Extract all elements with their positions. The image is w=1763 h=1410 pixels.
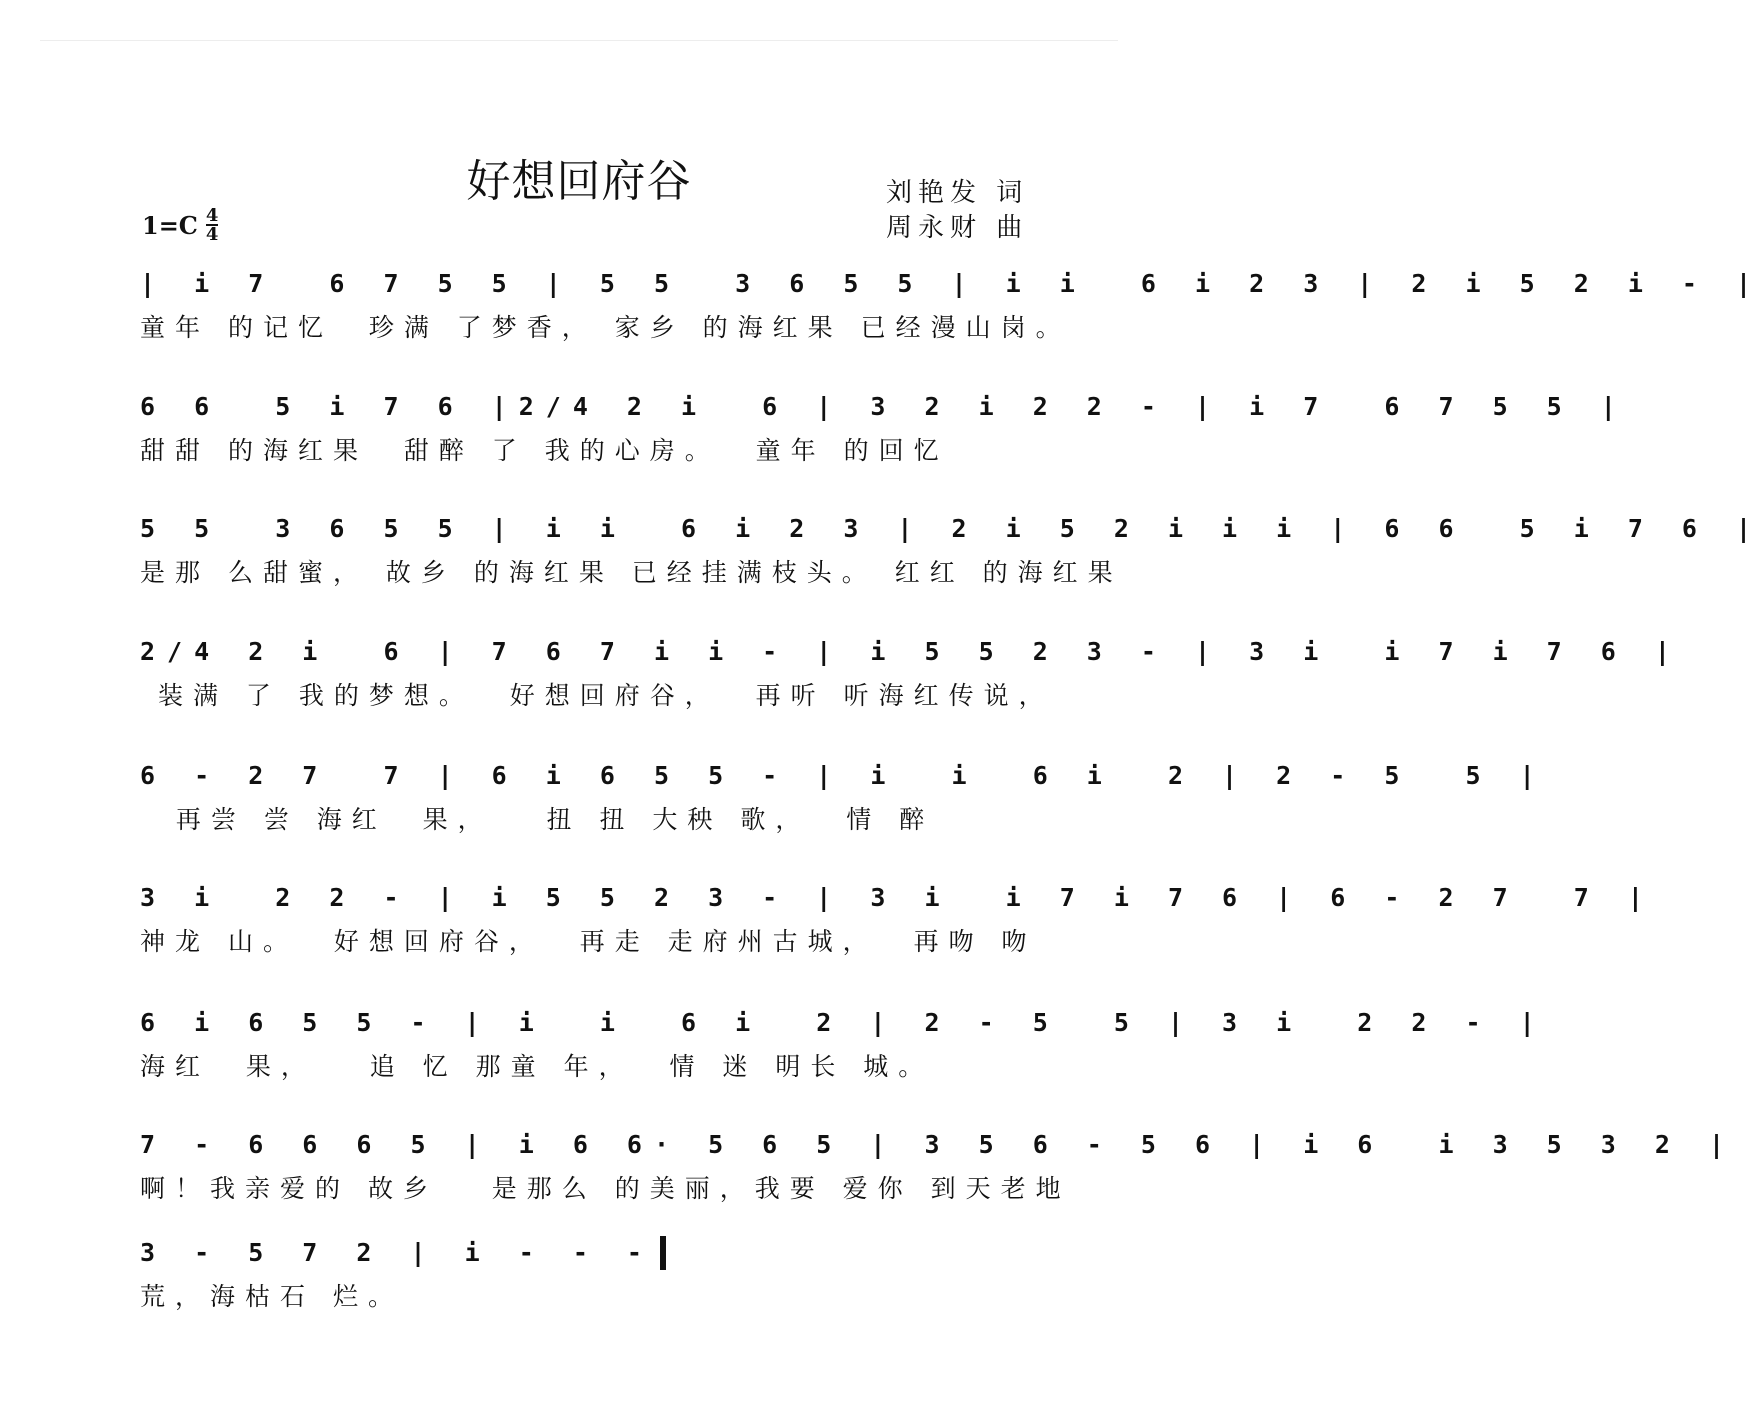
lyric-line-final: 荒，海枯石 烂。 xyxy=(140,1282,403,1311)
time-signature-bottom: 4 xyxy=(205,224,219,245)
notation-line: 3 i 2 2 - | i 5 5 2 3 - | 3 i i 7 i 7 6 | 6 - 2 7 7 | xyxy=(140,883,1655,912)
page-top-divider xyxy=(40,40,1118,41)
score-row xyxy=(0,509,1763,619)
notation-line: 7 - 6 6 6 5 | i 6 6· 5 6 5 | 3 5 6 - 5 6 | i 6 i 3 5 3 2 | xyxy=(140,1130,1737,1159)
notation-line: 2/4 2 i 6 | 7 6 7 i i - | i 5 5 2 3 - | 3 i i 7 i 7 6 | xyxy=(140,637,1682,666)
notation-line-final: 3 - 5 7 2 | i - - - xyxy=(140,1238,654,1267)
score-row xyxy=(0,756,1547,866)
key-label: 1=C xyxy=(142,210,198,240)
lyric-line: 童年 的记忆 珍满 了梦香， 家乡 的海红果 已经漫山岗。 xyxy=(140,313,1071,342)
notation-line: | i 7 6 7 5 5 | 5 5 3 6 5 5 | i i 6 i 2 3 | 2 i 5 2 i - | xyxy=(140,269,1763,298)
score-row xyxy=(0,264,1763,374)
score-row xyxy=(0,1003,1547,1113)
notation-line: 6 6 5 i 7 6 |2/4 2 i 6 | 3 2 i 2 2 - | i 7 6 7 5 5 | xyxy=(140,392,1628,421)
score-row xyxy=(0,878,1655,988)
lyric-line: 神龙 山。 好想回府谷， 再走 走府州古城， 再吻 吻 xyxy=(140,927,1037,956)
lyric-line: 装满 了 我的梦想。 好想回府谷， 再听 听海红传说， xyxy=(140,681,1054,710)
lyric-line: 海红 果， 追 忆 那童 年， 情 迷 明长 城。 xyxy=(140,1052,934,1081)
composer-credit: 周永财 曲 xyxy=(886,213,1029,243)
final-row xyxy=(140,1233,666,1317)
score-row xyxy=(0,1125,1737,1235)
time-signature xyxy=(206,207,219,243)
lyricist-credit: 刘艳发 词 xyxy=(886,178,1029,208)
notation-line: 6 - 2 7 7 | 6 i 6 5 5 - | i i 6 i 2 | 2 - 5 5 | xyxy=(140,761,1547,790)
score-row xyxy=(0,387,1628,497)
notation-line: 5 5 3 6 5 5 | i i 6 i 2 3 | 2 i 5 2 i i i | 6 6 5 i 7 6 | xyxy=(140,514,1763,543)
key-signature xyxy=(142,207,218,243)
lyric-line: 甜甜 的海红果 甜醉 了 我的心房。 童年 的回忆 xyxy=(140,436,949,465)
lyric-line: 再尝 尝 海红 果， 扭 扭 大秧 歌， 情 醉 xyxy=(140,805,935,834)
notation-line: 6 i 6 5 5 - | i i 6 i 2 | 2 - 5 5 | 3 i 2 2 - | xyxy=(140,1008,1547,1037)
final-barline xyxy=(660,1236,666,1270)
song-title: 好想回府谷 xyxy=(466,156,692,207)
lyric-line: 是那 么甜蜜， 故乡 的海红果 已经挂满枝头。 红红 的海红果 xyxy=(140,558,1123,587)
time-signature-top: 4 xyxy=(205,205,219,226)
lyric-line: 啊！我亲爱的 故乡 是那么 的美丽，我要 爱你 到天老地 xyxy=(140,1174,1071,1203)
score-row xyxy=(0,632,1682,742)
